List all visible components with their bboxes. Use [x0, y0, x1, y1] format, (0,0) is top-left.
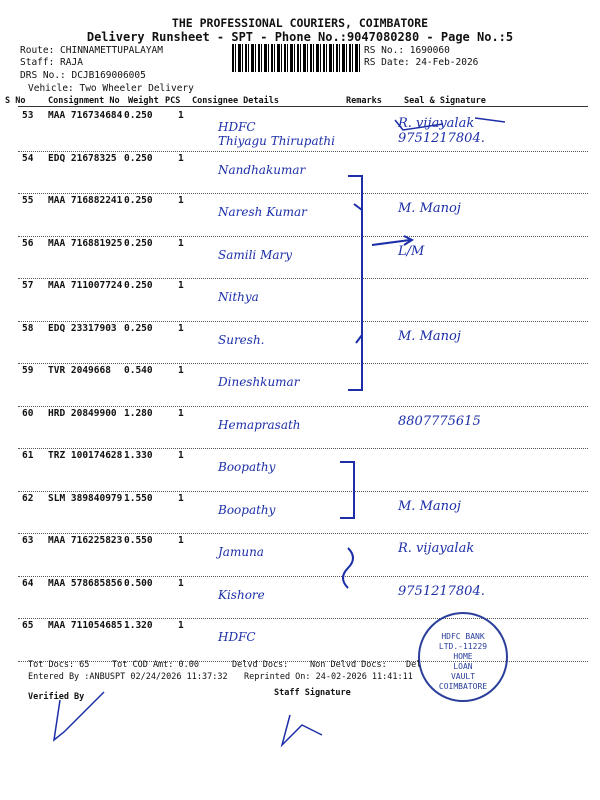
row-consignment: SLM 389840979 [48, 492, 123, 504]
row-pcs: 1 [178, 620, 184, 631]
row-consignment: TRZ 100174628 [48, 450, 123, 461]
row-signature-handwritten: L/M [398, 243, 425, 259]
row-signature-handwritten: 8807775615 [398, 413, 481, 429]
row-consignment: MAA 711007724 [48, 280, 123, 291]
row-consignee-handwritten: Jamuna [218, 545, 264, 559]
row-pcs: 1 [178, 492, 184, 504]
col-consignee: Consignee Details [192, 96, 279, 106]
row-weight: 0.250 [124, 195, 153, 206]
row-consignee-handwritten: Suresh. [218, 332, 265, 347]
row-consignee-handwritten: Kishore [218, 587, 265, 602]
runsheet-subtitle: Delivery Runsheet - SPT - Phone No.:9047080280 - Page No.:5 [86, 30, 514, 44]
row-sno: 63 [22, 535, 34, 546]
row-pcs: 1 [178, 535, 184, 546]
row-pcs: 1 [178, 365, 184, 376]
row-sno: 59 [22, 365, 34, 376]
row-pcs: 1 [178, 577, 184, 589]
vehicle-label: Vehicle: Two Wheeler Delivery [28, 83, 194, 94]
tot-docs: Tot Docs: 65 [28, 660, 90, 670]
row-pcs: 1 [178, 280, 184, 291]
drs-number: DRS No.: DCJB169006005 [20, 70, 146, 81]
row-consignment: HRD 20849900 [48, 407, 117, 419]
row-pcs: 1 [178, 195, 184, 206]
entered-by: Entered By :ANBUSPT 02/24/2026 11:37:32 [28, 672, 228, 682]
row-pcs: 1 [178, 450, 184, 461]
row-weight: 1.280 [124, 407, 153, 419]
col-remarks: Remarks [346, 96, 382, 106]
row-pcs: 1 [178, 237, 184, 249]
rs-number: RS No.: 1690060 [364, 45, 450, 56]
runsheet-company-title: THE PROFESSIONAL COURIERS, COIMBATORE [171, 16, 429, 30]
row-consignment: MAA 711054685 [48, 620, 123, 631]
row-pcs: 1 [178, 322, 184, 334]
row-weight: 1.330 [124, 450, 153, 461]
row-weight: 0.550 [124, 535, 153, 546]
row-signature-handwritten: R. vijayalak 9751217804. [398, 116, 485, 146]
col-consignment: Consignment No [48, 96, 120, 106]
row-signature-handwritten: 9751217804. [398, 583, 485, 599]
row-pcs: 1 [178, 110, 184, 121]
row-consignee-handwritten: Nithya [218, 290, 259, 304]
row-sno: 53 [22, 110, 34, 121]
row-weight: 0.250 [124, 322, 153, 334]
delvd-docs: Delvd Docs: [232, 660, 289, 670]
row-consignment: MAA 716881925 [48, 237, 123, 249]
row-sno: 57 [22, 280, 34, 291]
row-sno: 64 [22, 577, 34, 589]
col-sno: S No [5, 96, 26, 106]
row-sno: 62 [22, 492, 34, 504]
delvd-truncated: Del [406, 660, 422, 670]
rs-date: RS Date: 24-Feb-2026 [364, 57, 479, 68]
row-weight: 0.250 [124, 237, 153, 249]
row-consignment: EDQ 21678325 [48, 152, 117, 164]
row-consignee-handwritten: HDFC Thiyagu Thirupathi [218, 120, 335, 148]
row-consignee-handwritten: Naresh Kumar [218, 205, 307, 219]
row-consignment: EDQ 23317903 [48, 322, 117, 334]
row-weight: 0.250 [124, 280, 153, 291]
row-sno: 55 [22, 195, 34, 206]
row-weight: 0.540 [124, 365, 153, 376]
row-consignee-handwritten: Boopathy [218, 460, 276, 474]
non-delvd-docs: Non Delvd Docs: [310, 660, 387, 670]
row-consignee-handwritten: HDFC [218, 630, 256, 644]
col-pcs: PCS [165, 96, 181, 106]
row-sno: 58 [22, 322, 34, 334]
row-consignment: MAA 716882241 [48, 195, 123, 206]
row-sno: 56 [22, 237, 34, 249]
tot-cod: Tot COD Amt: 0.00 [112, 660, 199, 670]
row-sno: 54 [22, 152, 34, 164]
reprinted-on: Reprinted On: 24-02-2026 11:41:11 [244, 672, 413, 682]
row-consignment: MAA 716225823 [48, 535, 123, 546]
row-consignment: TVR 2049668 [48, 365, 111, 376]
row-consignee-handwritten: Dineshkumar [218, 375, 300, 389]
row-pcs: 1 [178, 152, 184, 164]
bank-stamp [418, 612, 508, 702]
row-consignee-handwritten: Samili Mary [218, 247, 293, 262]
route-label: Route: CHINNAMETTUPALAYAM [20, 45, 163, 56]
col-seal: Seal & Signature [404, 96, 486, 106]
col-weight: Weight [128, 96, 159, 106]
row-consignment: MAA 578685856 [48, 577, 123, 589]
row-signature-handwritten: M. Manoj [398, 498, 461, 514]
staff-signature: Staff Signature [274, 688, 351, 698]
row-pcs: 1 [178, 407, 184, 419]
row-sno: 65 [22, 620, 34, 631]
row-weight: 0.250 [124, 110, 153, 121]
row-weight: 0.500 [124, 577, 153, 589]
row-sno: 60 [22, 407, 34, 419]
verified-by: Verified By [28, 692, 85, 702]
stamp-text: HDFC BANK LTD.-11229 HOME LOAN VAULT COIMBATORE [438, 632, 488, 691]
row-weight: 1.320 [124, 620, 153, 631]
row-weight: 0.250 [124, 152, 153, 164]
row-consignee-handwritten: Nandhakumar [218, 162, 306, 177]
row-weight: 1.550 [124, 492, 153, 504]
row-sno: 61 [22, 450, 34, 461]
row-consignment: MAA 716734684 [48, 110, 123, 121]
row-signature-handwritten: M. Manoj [398, 328, 461, 344]
row-signature-handwritten: M. Manoj [398, 201, 461, 216]
row-signature-handwritten: R. vijayalak [398, 541, 475, 556]
row-consignee-handwritten: Hemaprasath [218, 417, 301, 432]
row-consignee-handwritten: Boopathy [218, 502, 276, 517]
staff-label: Staff: RAJA [20, 57, 83, 68]
